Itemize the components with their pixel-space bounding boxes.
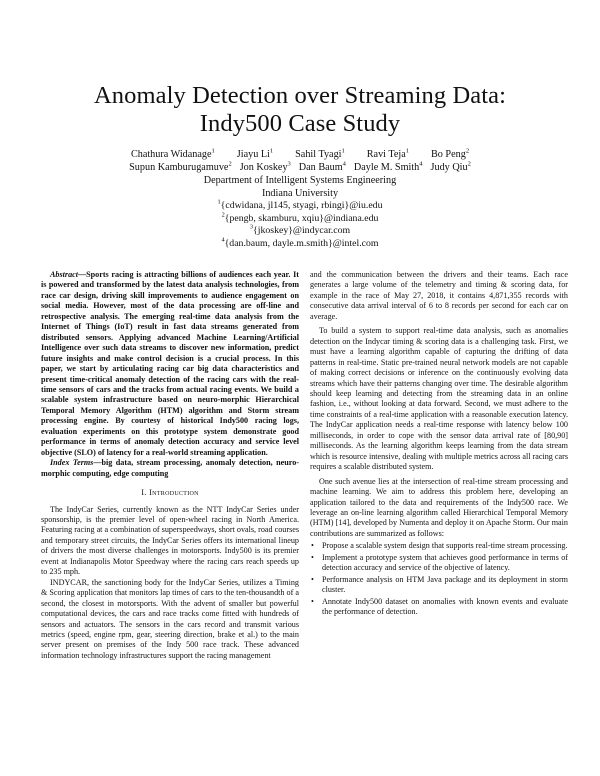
author: Ravi Teja$^1$ bbox=[366, 147, 409, 160]
university: Indiana University bbox=[261, 188, 339, 199]
section-heading-introduction: I. Introduction bbox=[141, 488, 199, 498]
department: Department of Intelligent Systems Engineering bbox=[203, 175, 397, 186]
title-line-2: Indy500 Case Study bbox=[199, 110, 401, 137]
intro-paragraph-2: INDYCAR, the sanctioning body for the IndyCar Series, utilizes a Timing & Scoring application that monitors lap times of cars to the ten-thousandth of a second, the closest in motorsports. With the advent of smaller but powerful computational devices, the cars and race tracks come fitted with hundreds of sensors and actuators. The sensors in the cars record and transmit various metrics (speed, engine rpm, gear, steering direction, brake et al.) to the main server present on premises of the Indy 500 race track. These advanced information technology infrastructures support the racing management bbox=[41, 577, 299, 660]
email-line: $^2${pengb, skamburu, xqiu}@indiana.edu bbox=[221, 211, 379, 224]
paper-title bbox=[40, 82, 560, 138]
author: Dayle M. Smith$^4$ bbox=[353, 160, 423, 173]
author: Jon Koskey$^3$ bbox=[239, 160, 291, 173]
author: Judy Qiu$^2$ bbox=[430, 160, 471, 173]
author: Chathura Widanage$^1$ bbox=[130, 147, 215, 160]
author-row-2 bbox=[60, 161, 540, 174]
list-item: • Propose a scalable system design that supports real-time stream processing. bbox=[322, 541, 568, 551]
author: Jiayu Li$^1$ bbox=[236, 147, 274, 160]
author: Bo Peng$^2$ bbox=[431, 147, 470, 160]
email-line: $^3${jkoskey}@indycar.com bbox=[249, 223, 351, 237]
intro-paragraph-3: and the communication between the drivers and their teams. Each race generates a large volume of the telemetry and timing & scoring data, for example in the race of May 27, 2018, it contains 4,871,355 records with consecutive data arrival interval of 6 to 8 records per second for each car on average. bbox=[310, 270, 568, 321]
index-terms: Index Terms—big data, stream processing, anomaly detection, neuro-morphic computing, edge computing bbox=[41, 458, 299, 478]
intro-paragraph-1: The IndyCar Series, currently known as the NTT IndyCar Series under sponsorship, is the premier level of open-wheel racing in North America. Featuring racing at a combination of superspeedways, short ovals, road courses and temporary street circuits, the IndyCar Series offers its international lineup of drivers the most diverse challenges in motorsports. Indy500 is its premier event at Indianapolis Motor Speedway where the racing cars reach speeds up to 235 mph. bbox=[41, 504, 299, 577]
abstract: Abstract—Sports racing is attracting billions of audiences each year. It is powered and transformed by the latest data analysis technologies, from race car design, driving skill improvements to audience engagement on social media. However, most of the data processing are off-line and retrospective analysis. The emerging real-time data analysis from the Internet of Things (IoT) result in fast data streams generated from distributed sensors. Applying advanced Machine Learning/Artificial Intelligence over such data streams to discover new information, predict future insights and make control decision is a crucial process. In this paper, we start by articulating racing car big data characteristics and present time-critical anomaly detection of the racing cars with the real-time sensors of cars and the tracks from actual racing events. We build a scalable system infrastructure based on neuro-morphic Hierarchical Temporal Memory Algorithm (HTM) algorithm and Storm stream processing engine. By courtesy of historical Indy500 racing logs, evaluation experiments on this prototype system demonstrate good performance in terms of anomaly detection accuracy and service level objective (SLO) of latency for a real-world streaming application. bbox=[41, 270, 299, 457]
right-column bbox=[310, 270, 568, 619]
title-line-1: Anomaly Detection over Streaming Data: bbox=[93, 82, 506, 109]
list-item: • Annotate Indy500 dataset on anomalies with known events and evaluate the performance of detection. bbox=[322, 597, 568, 618]
list-item: • Performance analysis on HTM Java package and its deployment in storm cluster. bbox=[322, 575, 568, 596]
intro-paragraph-5: One such avenue lies at the intersection of real-time stream processing and machine learning. We aim to address this problem here, developing an application tailored to the data and requirements of the Indy500 race. We leverage an on-line learning algorithm called Hierarchical Temporal Memory (HTM) [14], developed by Numenta and deploy it on Apache Storm. Our main contributions are summarized as follows: bbox=[310, 476, 568, 538]
list-item: • Implement a prototype system that achieves good performance in terms of detection accuracy and service of the objective of latency. bbox=[322, 553, 568, 574]
email-line: $^1${cdwidana, jl145, styagi, rbingi}@iu.edu bbox=[217, 198, 383, 211]
email-block bbox=[60, 200, 540, 250]
author: Dan Baum$^4$ bbox=[298, 160, 346, 173]
email-line: $^4${dan.baum, dayle.m.smith}@intel.com bbox=[221, 236, 379, 249]
author: Sahil Tyagi$^1$ bbox=[295, 147, 345, 160]
intro-paragraph-4: To build a system to support real-time data analysis, such as anomalies detection on the Indycar timing & scoring data is a challenging task. First, we must have a learning algorithm capable of capturing the drifting of data patterns in real-time. Static pre-trained neural network models are not capable of making correct decisions or inference on the continuously evolving data streams which have their patterns changing over time. The desirable algorithm should keep learning and detecting from the streaming data in an online fashion, i.e., without looking at data forward. Second, we must adhere to the time constraints of a real-time application with a reasonable execution latency. The IndyCar application needs a real-time response with latency below 100 milliseconds, in order to cope with the sensor data arrival rate of [80,90] milliseconds. As the learning algorithm keeps learning from the data stream which is resource intensive, dealing with multiple metrics across all racing cars requires a scalable distributed system. bbox=[310, 326, 568, 472]
contribution-list bbox=[310, 541, 568, 617]
left-column bbox=[41, 270, 299, 661]
author-block bbox=[60, 148, 540, 200]
author: Supun Kamburugamuve$^2$ bbox=[129, 160, 232, 173]
author-row-1 bbox=[60, 148, 540, 161]
